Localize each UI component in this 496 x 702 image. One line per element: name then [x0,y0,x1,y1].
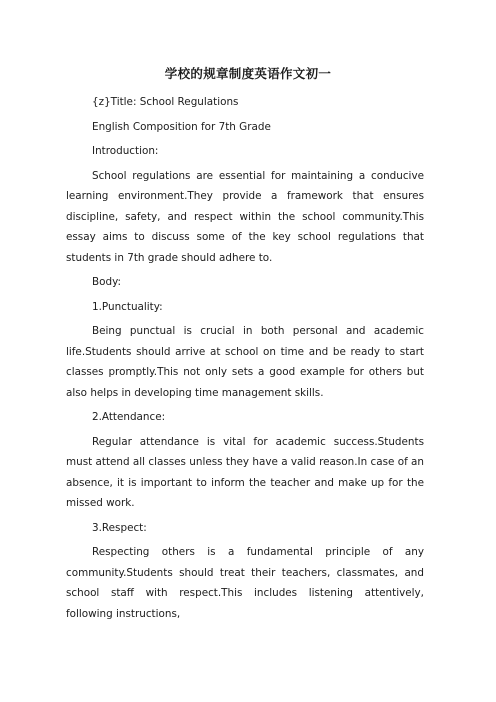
paragraph-title-line: {z}Title: School Regulations [92,96,239,108]
paragraph-punctuality: Being punctual is crucial in both personal and academic life.Students should arrive at school on time and be ready to start classes promptly.This not only sets a good example for others but also helps in developing time management skills. [66,325,424,399]
paragraph-introduction: School regulations are essential for maintaining a conducive learning environment.They provide a framework that ensures discipline, safety, and respect within the school community.This essay aims to discuss some of the key school regulations that students in 7th grade should adhere to. [66,169,424,264]
paragraph-subtitle: English Composition for 7th Grade [92,120,271,133]
heading-respect: 3.Respect: [92,521,147,534]
heading-attendance: 2.Attendance: [92,411,166,423]
document-body [66,92,424,628]
heading-punctuality: 1.Punctuality: [92,300,163,313]
heading-introduction: Introduction: [92,145,159,157]
paragraph-attendance: Regular attendance is vital for academic success.Students must attend all classes unless they have a valid reason.In case of an absence, it is important to inform the teacher and make up for the missed work. [66,435,424,509]
document-title: 学校的规章制度英语作文初一 [164,66,332,81]
paragraph-respect: Respecting others is a fundamental principle of any community.Students should treat their teachers, classmates, and school staff with respect.This includes listening attentively, following instructions, [66,546,424,620]
heading-body: Body: [92,276,121,288]
